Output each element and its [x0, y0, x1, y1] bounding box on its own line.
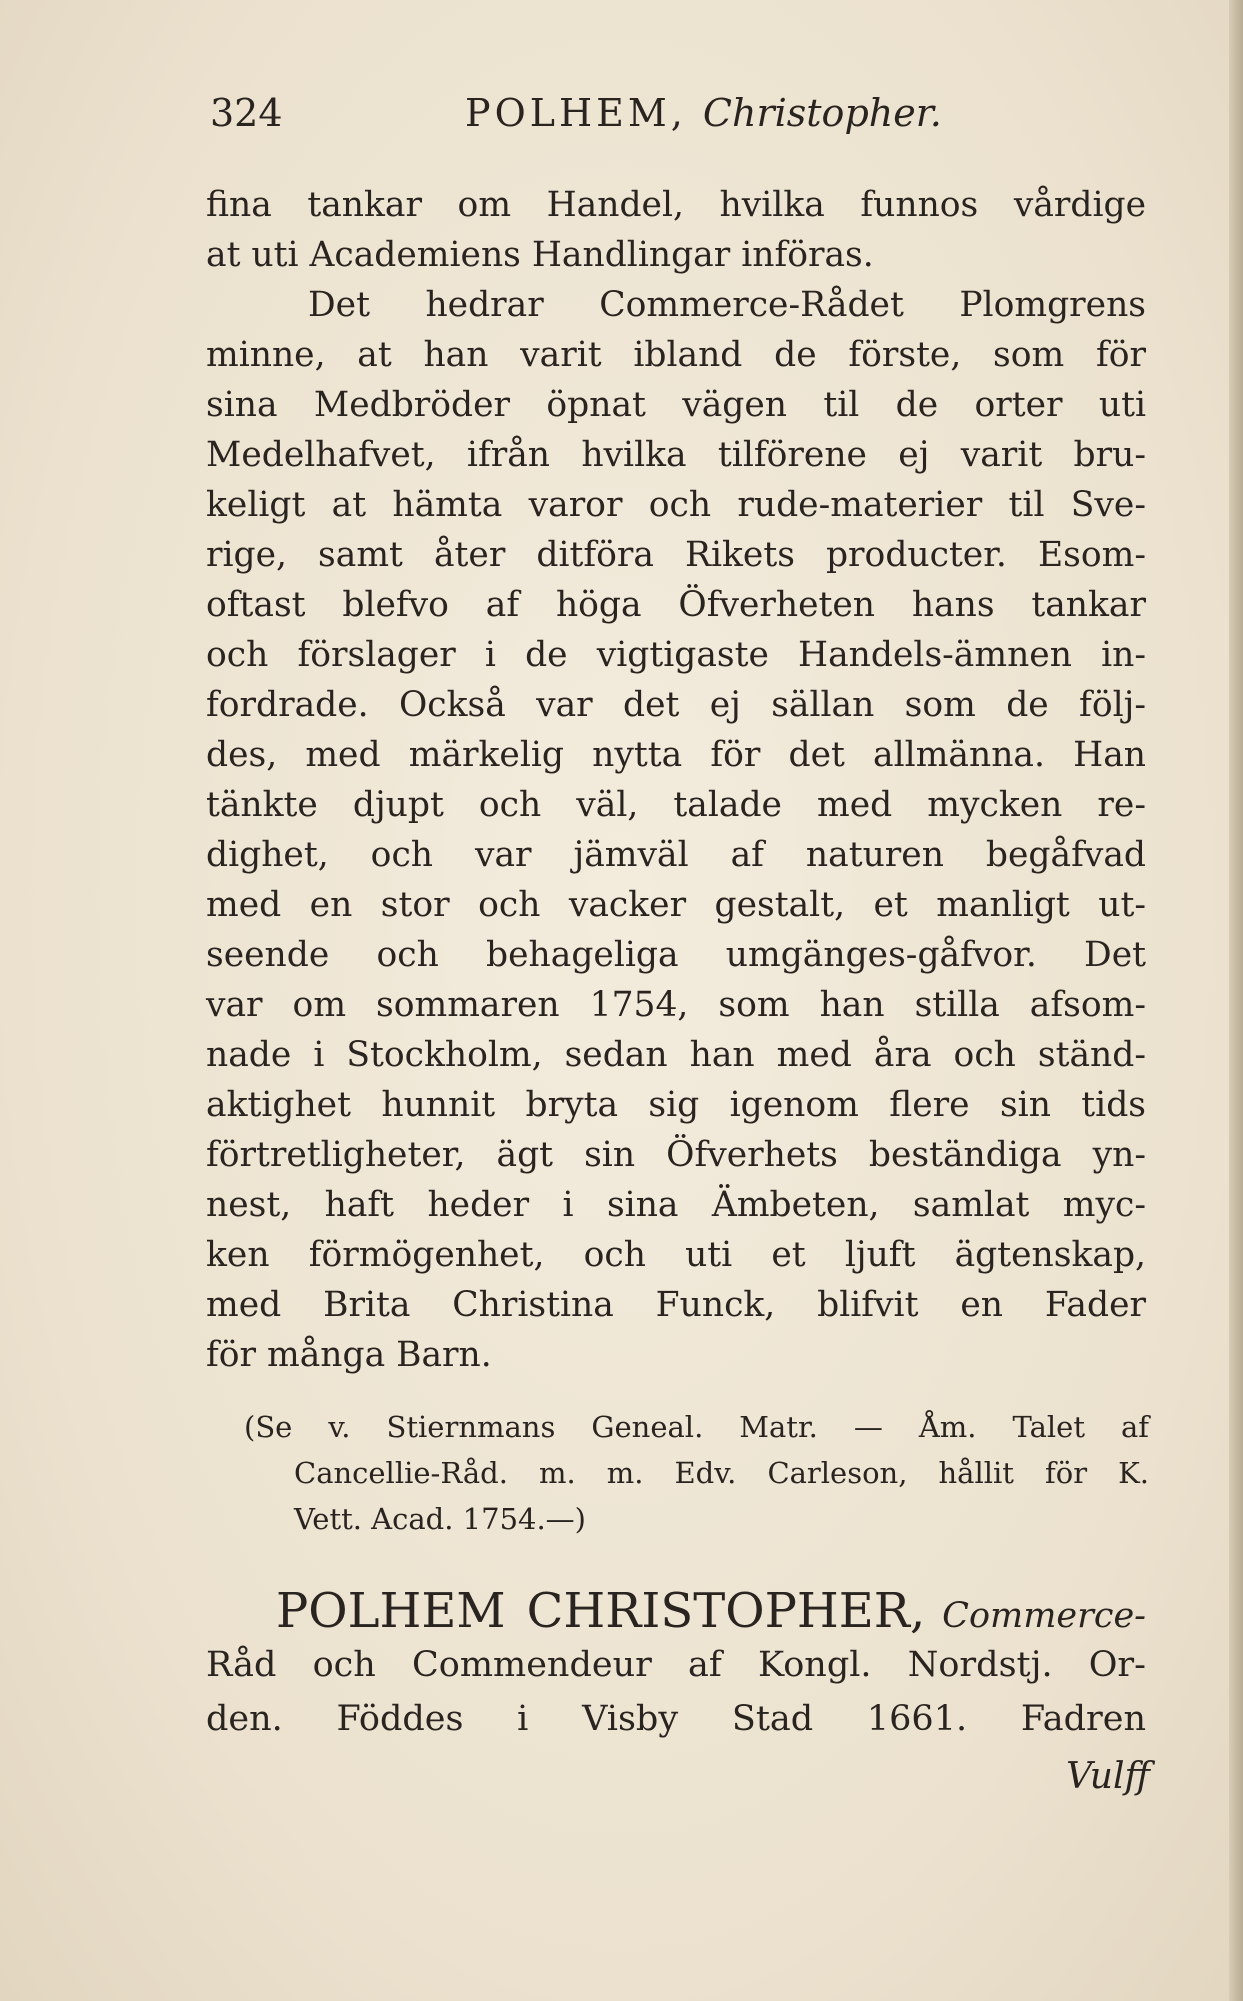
text-line: och förslager i de vigtigaste Handels-ämnen in-	[206, 635, 1146, 675]
text-line: dighet, och var jämväl af naturen begåfvad	[206, 835, 1146, 875]
source-note	[244, 1404, 1149, 1542]
text-line: fina tankar om Handel, hvilka funnos vårdige	[206, 185, 1146, 225]
text-line: sina Medbröder öpnat vägen til de orter uti	[206, 385, 1146, 425]
entry-title: Commerce-	[942, 1596, 1146, 1636]
text-line: med Brita Christina Funck, blifvit en Fader	[206, 1285, 1146, 1325]
text-line: seende och behageliga umgänges-gåfvor. Det	[206, 935, 1146, 975]
text-line: ken förmögenhet, och uti et ljuft ägtenskap,	[206, 1235, 1146, 1275]
note-line: (Se v. Stiernmans Geneal. Matr. — Åm. Talet af	[244, 1410, 1149, 1444]
catchword: Vulff	[1066, 1756, 1150, 1797]
text-line: des, med märkelig nytta för det allmänna. Han	[206, 735, 1146, 775]
running-title-forename: Christopher.	[702, 91, 942, 135]
entry-line: Råd och Commendeur af Kongl. Nordstj. Or-	[206, 1645, 1146, 1685]
text-line: Medelhafvet, ifrån hvilka tilförene ej varit bru-	[206, 435, 1146, 475]
text-line: aktighet hunnit bryta sig igenom flere sin tids	[206, 1085, 1146, 1125]
text-line: nade i Stockholm, sedan han med åra och ständ-	[206, 1035, 1146, 1075]
entry-line: den. Föddes i Visby Stad 1661. Fadren	[206, 1699, 1146, 1739]
note-line: Vett. Acad. 1754.—)	[294, 1502, 586, 1536]
text-line: förtretligheter, ägt sin Öfverhets beständiga yn-	[206, 1135, 1146, 1175]
text-line: fordrade. Också var det ej sällan som de följ-	[206, 685, 1146, 725]
page-edge	[1229, 0, 1243, 2001]
text-line: rige, samt åter ditföra Rikets producter. Esom-	[206, 535, 1146, 575]
text-line: minne, at han varit ibland de förste, som för	[206, 335, 1146, 375]
entry-line	[206, 1584, 1146, 1638]
text-line: at uti Academiens Handlingar införas.	[206, 235, 874, 275]
text-line: nest, haft heder i sina Ämbeten, samlat myc-	[206, 1185, 1146, 1225]
text-line: keligt at hämta varor och rude-materier til Sve-	[206, 485, 1146, 525]
biography-entry	[206, 1584, 1146, 1746]
note-line: Cancellie-Råd. m. m. Edv. Carleson, hållit för K.	[294, 1456, 1149, 1490]
entry-name: POLHEM CHRISTOPHER,	[276, 1583, 926, 1639]
text-line: var om sommaren 1754, som han stilla afsom-	[206, 985, 1146, 1025]
text-line: Det hedrar Commerce-Rådet Plomgrens	[308, 285, 1146, 325]
text-line: för många Barn.	[206, 1335, 492, 1375]
running-title-name: POLHEM,	[465, 91, 687, 135]
text-line: tänkte djupt och väl, talade med mycken re-	[206, 785, 1146, 825]
body-text	[206, 180, 1146, 1380]
page-number: 324	[210, 91, 283, 135]
running-header	[210, 88, 1110, 138]
text-line: med en stor och vacker gestalt, et manligt ut-	[206, 885, 1146, 925]
running-title	[465, 88, 942, 138]
text-line: oftast blefvo af höga Öfverheten hans tankar	[206, 585, 1146, 625]
